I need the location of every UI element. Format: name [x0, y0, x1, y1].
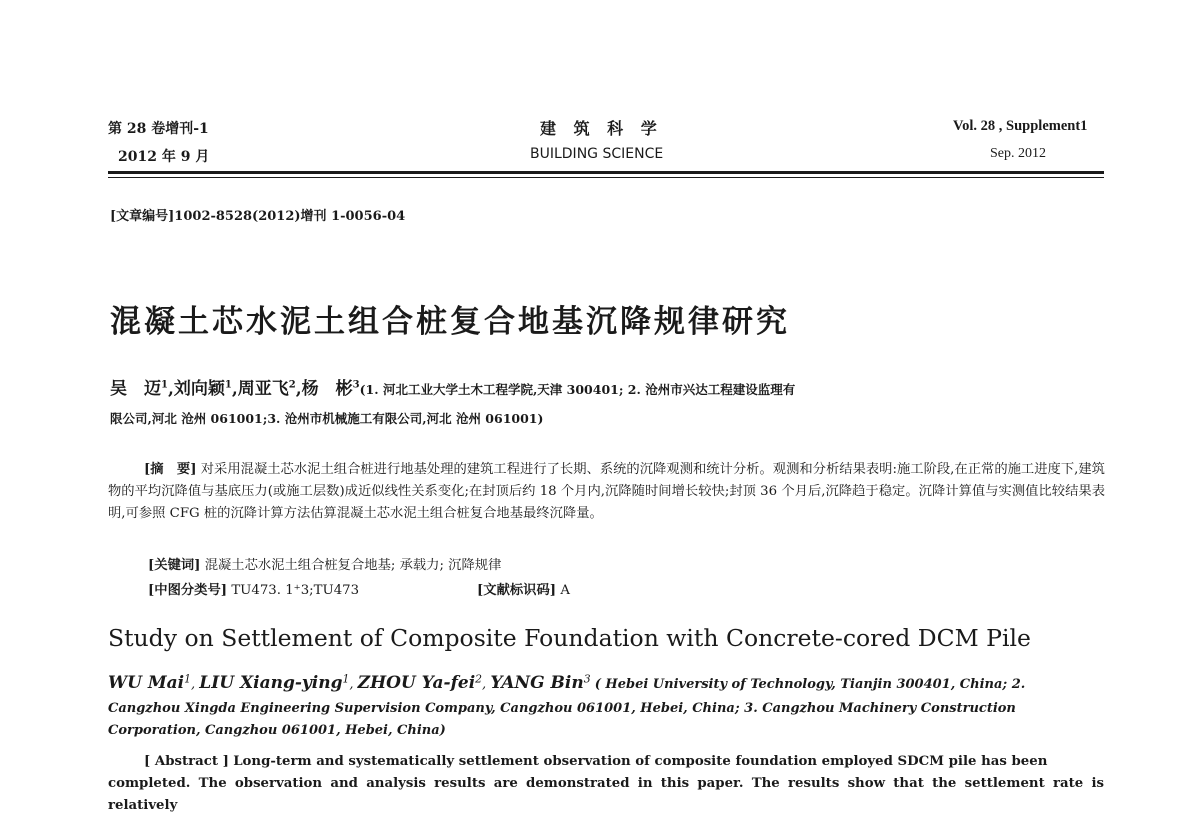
header-rule-thin — [108, 177, 1104, 178]
title-en: Study on Settlement of Composite Foundation with Concrete-cored DCM Pile — [108, 624, 1031, 652]
abstract-en-line2: completed. The observation and analysis results are demonstrated in this paper. The results show that the settlement rate is relatively — [108, 776, 1104, 813]
author-cn-1: 吴 迈 — [110, 379, 161, 399]
author-en-3-sup: 2 — [475, 672, 483, 686]
affiliation-en-line1: ( Hebei University of Technology, Tianjin 300401, China; 2. — [594, 677, 1026, 692]
header-journal-en: BUILDING SCIENCE — [530, 146, 664, 162]
authors-en: WU Mai$^1$, LIU Xiang-ying$^1$, ZHOU Ya-fei$^2$, YANG Bin$^3$ ( Hebei University of Technology, Tianjin 300401, China; 2. — [108, 672, 1026, 693]
author-en-4-sup: 3 — [583, 672, 591, 686]
author-cn-3-sup: 2 — [288, 379, 296, 391]
affiliation-en-line2: Cangzhou Xingda Engineering Supervision Company, Cangzhou 061001, Hebei, China; 3. Cangzhou Machinery Construction — [108, 701, 1016, 716]
header-journal-cn: 建 筑 科 学 — [540, 119, 663, 138]
article-number: [文章编号]1002-8528(2012)增刊 1-0056-04 — [110, 209, 406, 224]
classification-value: TU473. 1⁺3;TU473 — [231, 583, 360, 598]
doc-code-value: A — [560, 583, 570, 598]
affiliation-en-line3: Corporation, Cangzhou 061001, Hebei, China) — [108, 723, 446, 738]
classification-label: [中图分类号] — [148, 583, 228, 598]
author-cn-4: 杨 彬 — [301, 379, 353, 399]
header-rule-thick — [108, 171, 1104, 174]
affiliation-cn-line1: (1. 河北工业大学土木工程学院,天津 300401; 2. 沧州市兴达工程建设监理有 — [359, 382, 796, 397]
keywords-cn — [148, 554, 501, 573]
doc-code-label: [文献标识码] — [477, 583, 557, 598]
author-en-4: YANG Bin — [490, 673, 584, 693]
abstract-cn — [108, 459, 1105, 525]
header-volume-cn: 第 28 卷增刊-1 — [108, 121, 209, 137]
doc-code — [477, 579, 570, 598]
author-en-3: ZHOU Ya-fei — [357, 673, 476, 693]
abstract-cn-label: [摘 要] — [144, 462, 197, 477]
abstract-en-line1 — [108, 751, 1104, 773]
affiliation-cn-line2: 限公司,河北 沧州 061001;3. 沧州市机械施工有限公司,河北 沧州 061001) — [110, 411, 544, 426]
classification — [148, 579, 359, 598]
title-cn: 混凝土芯水泥土组合桩复合地基沉降规律研究 — [110, 304, 790, 340]
keywords-cn-text: 混凝土芯水泥土组合桩复合地基; 承载力; 沉降规律 — [204, 558, 502, 573]
author-cn-2-sup: 1 — [224, 379, 232, 391]
author-en-1-sup: 1 — [184, 672, 192, 686]
author-cn-1-sup: 1 — [161, 379, 168, 391]
abstract-en-label: [ Abstract ] — [144, 754, 229, 769]
abstract-en-text-1: Long-term and systematically settlement observation of composite foundation employed SDCM pile has been — [233, 754, 1048, 769]
author-cn-2: 刘向颖 — [173, 379, 225, 399]
header-date-en: Sep. 2012 — [990, 146, 1046, 161]
author-cn-4-sup: 3 — [352, 379, 360, 391]
author-en-1: WU Mai — [108, 673, 185, 693]
author-en-2: LIU Xiang-ying — [199, 673, 343, 693]
keywords-cn-label: [关键词] — [148, 558, 201, 573]
author-cn-3: 周亚飞 — [237, 379, 289, 399]
header-date-cn: 2012 年 9 月 — [118, 149, 210, 165]
header-volume-en: Vol. 28 , Supplement1 — [953, 118, 1088, 134]
author-en-2-sup: 1 — [342, 672, 350, 686]
abstract-cn-text: 对采用混凝土芯水泥土组合桩进行地基处理的建筑工程进行了长期、系统的沉降观测和统计分析。观测和分析结果表明:施工阶段,在正常的施工进度下,建筑物的平均沉降值与基底压力(或施工层数)成近似线性关系变化;在封顶后约 18 个月内,沉降随时间增长较快;封顶 36 个月后,沉降趋于稳定。沉降计算值与实测值比较结果表明,可参照 CFG 桩的沉降计算方法估算混凝土芯水泥土组合桩复合地基最终沉降量。 — [108, 462, 1105, 521]
authors-cn: 吴 迈$^1$,刘向颖$^1$,周亚飞$^2$,杨 彬$^3$(1. 河北工业大学土木工程学院,天津 300401; 2. 沧州市兴达工程建设监理有 — [110, 379, 796, 399]
